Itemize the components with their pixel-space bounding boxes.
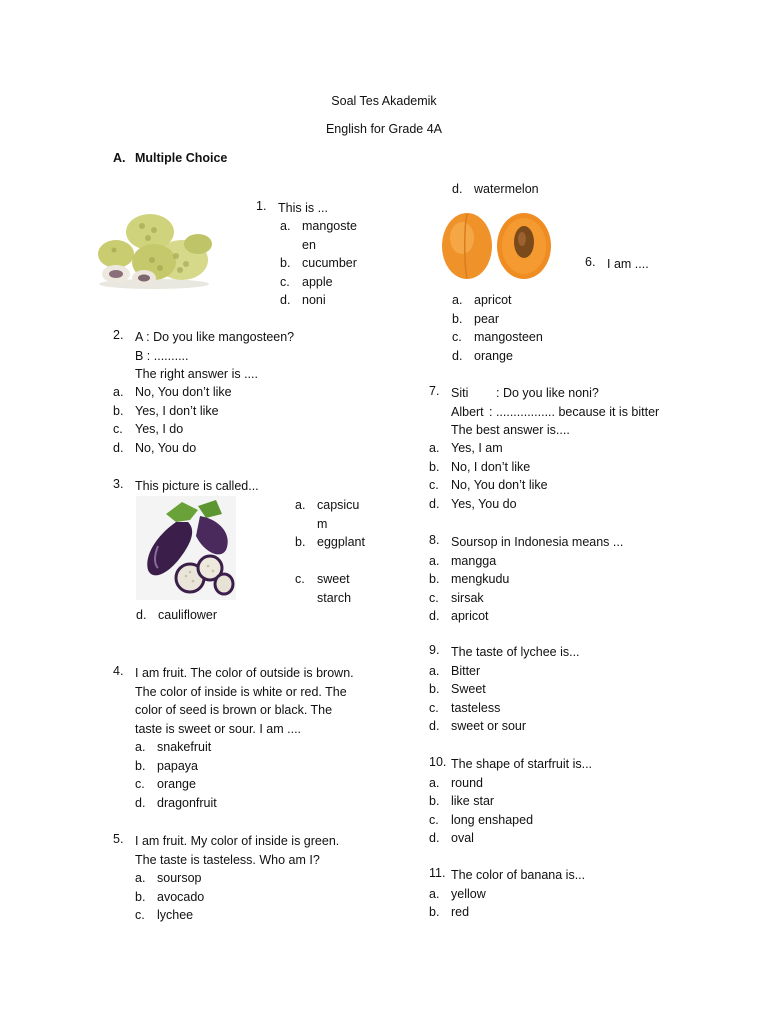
question-number: 8. (429, 533, 440, 547)
document-title: Soal Tes Akademik (331, 94, 437, 108)
option-b[interactable]: b. eggplant (295, 535, 365, 549)
question-number: 10. (429, 755, 447, 769)
speaker-name: Albert (451, 404, 484, 419)
question-line: I am fruit. The color of outside is brown. (135, 666, 354, 680)
eggplant-image (136, 496, 236, 600)
document-subtitle: English for Grade 4A (325, 122, 443, 136)
question-text: Soursop in Indonesia means ... (451, 535, 624, 549)
option-a[interactable]: a. yellow (429, 886, 486, 901)
option-d[interactable]: d. dragonfruit (135, 795, 217, 810)
question-text: The color of banana is... (451, 868, 586, 882)
question-text: I am .... (607, 257, 649, 271)
noni-fruit-image (94, 208, 216, 290)
option-d[interactable]: d. watermelon (452, 182, 539, 196)
option-b[interactable]: b. pear (452, 311, 500, 326)
section-heading: Multiple Choice (135, 151, 228, 165)
question-text: This picture is called... (135, 479, 259, 493)
option-b[interactable]: b. like star (429, 794, 495, 808)
question-text: The taste of lychee is... (451, 645, 580, 659)
question-number: 5. (113, 832, 124, 846)
question-line: A : Do you like mangosteen? (135, 330, 295, 344)
dialogue-line: : Do you like noni? (496, 386, 599, 400)
option-b[interactable]: b. cucumber (280, 256, 357, 270)
question-line: The taste is tasteless. Who am I? (135, 852, 320, 867)
option-b[interactable]: b. mengkudu (429, 572, 510, 586)
speaker-name: Siti (451, 386, 469, 400)
option-b[interactable]: b. No, I don’t like (429, 459, 531, 474)
option-d[interactable]: d. apricot (429, 609, 489, 623)
question-text: The shape of starfruit is... (451, 757, 593, 771)
option-a[interactable]: a. round (429, 775, 483, 790)
option-d[interactable]: d. noni (280, 293, 326, 307)
question-3-options-right (295, 496, 385, 607)
question-line: taste is sweet or sour. I am .... (135, 721, 302, 736)
option-d[interactable]: d. cauliflower (136, 608, 218, 622)
section-letter: A. (113, 151, 126, 165)
question-line: color of seed is brown or black. The (135, 703, 333, 717)
option-a[interactable]: a. snakefruit (135, 740, 212, 754)
question-number: 7. (429, 384, 440, 398)
question-number: 4. (113, 664, 124, 678)
option-c[interactable]: c. sirsak (429, 590, 484, 605)
question-text: This is ... (278, 201, 329, 215)
question-line: I am fruit. My color of inside is green. (135, 834, 340, 848)
option-a[interactable]: a. Yes, I am (429, 441, 503, 455)
option-a[interactable]: a. Bitter (429, 663, 481, 678)
apricot-image (440, 208, 552, 282)
question-number: 2. (113, 328, 124, 342)
option-d[interactable]: d. orange (452, 348, 513, 363)
option-c[interactable]: c. lychee (135, 908, 194, 922)
question-line: The right answer is .... (135, 367, 258, 381)
option-a[interactable]: a. apricot (452, 293, 512, 307)
option-c[interactable]: c. apple (280, 274, 333, 289)
option-c[interactable]: c. mangosteen (452, 330, 543, 344)
option-d[interactable]: d. sweet or sour (429, 719, 527, 733)
option-d[interactable]: d. No, You do (113, 440, 197, 455)
option-b[interactable]: b. avocado (135, 889, 205, 904)
question-number: 11. (429, 866, 446, 880)
question-line: B : .......... (135, 348, 189, 363)
option-a[interactable]: a. soursop (135, 871, 202, 885)
option-c[interactable]: c. tasteless (429, 700, 501, 715)
option-c[interactable]: c. long enshaped (429, 812, 534, 827)
option-a[interactable]: a. capsicum (295, 498, 360, 531)
question-line: The color of inside is white or red. The (135, 684, 347, 699)
option-b[interactable]: b. Sweet (429, 682, 486, 696)
question-line: The best answer is.... (451, 423, 570, 437)
option-c[interactable]: c. sweet starch (295, 572, 352, 605)
question-number: 3. (113, 477, 124, 491)
option-b[interactable]: b. papaya (135, 758, 199, 773)
option-c[interactable]: c. No, You don’t like (429, 478, 548, 492)
question-number: 1. (256, 199, 267, 213)
question-number: 6. (585, 255, 596, 269)
option-d[interactable]: d. oval (429, 831, 474, 845)
question-number: 9. (429, 643, 440, 657)
option-c[interactable]: c. Yes, I do (113, 422, 184, 436)
option-a[interactable]: a. mangosteen (280, 219, 357, 252)
dialogue-line: : ................. because it is bitter (489, 404, 660, 419)
option-b[interactable]: b. Yes, I don’t like (113, 403, 219, 418)
option-c[interactable]: c. orange (135, 777, 196, 791)
option-a[interactable]: a. mangga (429, 553, 497, 568)
option-d[interactable]: d. Yes, You do (429, 496, 517, 511)
option-b[interactable]: b. red (429, 905, 470, 919)
option-a[interactable]: a. No, You don’t like (113, 385, 232, 399)
question-6-options (452, 291, 652, 365)
